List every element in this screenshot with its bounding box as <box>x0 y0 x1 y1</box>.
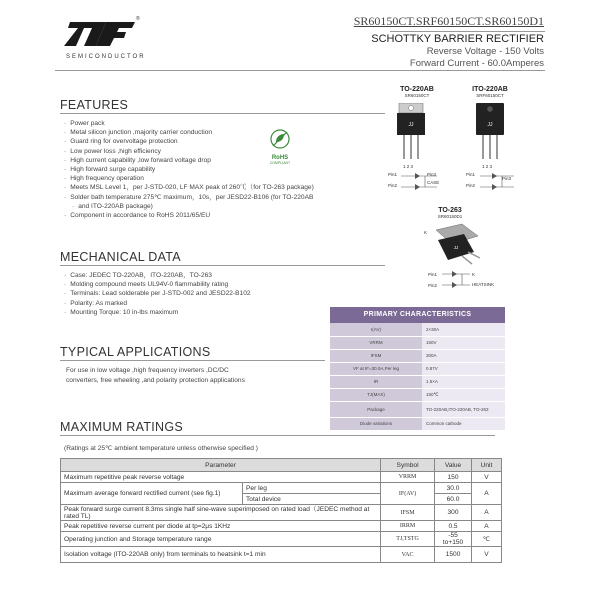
list-item: · Molding compound meets UL94V-0 flammability rating <box>64 280 364 289</box>
table-cell: Isolation voltage (ITO-220AB only) from terminals to heatsink t=1 min <box>61 547 381 563</box>
mechanical-heading: MECHANICAL DATA <box>60 250 181 264</box>
rohs-badge <box>265 128 295 172</box>
mechanical-divider <box>60 265 385 266</box>
list-item: · Component in accordance to RoHS 2011/65/EU <box>64 211 364 220</box>
table-cell: 150V <box>422 336 505 349</box>
ito220ab-drawing <box>474 103 506 163</box>
applications-text <box>66 366 326 386</box>
features-heading: FEATURES <box>60 98 129 112</box>
table-cell: Common cathode <box>422 417 505 430</box>
table-cell: -55 to+150 <box>435 532 472 547</box>
column-header: Value <box>435 459 472 472</box>
table-row <box>330 362 505 375</box>
table-cell: 0.5 <box>435 521 472 532</box>
package-to220ab <box>392 86 442 98</box>
k-label: K <box>424 230 428 235</box>
table-cell: I(AV) <box>330 323 422 336</box>
list-item: · Low power loss ,high efficiency <box>64 147 364 156</box>
list-item: · Terminals: Lead solderable per J-STD-002 and JESD22-B102 <box>64 289 364 298</box>
table-header-row <box>61 459 502 472</box>
table-row <box>61 521 502 532</box>
list-item: · High forward surge capability <box>64 165 364 174</box>
table-cell: A <box>472 505 502 521</box>
table-row <box>61 483 502 494</box>
ratings-note: (Ratings at 25℃ ambient temperature unless otherwise specified ) <box>64 445 258 452</box>
device-title: SCHOTTKY BARRIER RECTIFIER <box>371 33 544 45</box>
table-cell: Operating junction and Storage temperature range <box>61 532 381 547</box>
table-cell: Total device <box>243 494 381 505</box>
table-cell: ℃ <box>472 532 502 547</box>
applications-heading: TYPICAL APPLICATIONS <box>60 345 211 359</box>
table-cell: 150 <box>435 472 472 483</box>
table-cell: Maximum average forward rectified current (see fig.1) <box>61 483 243 505</box>
table-row <box>61 472 502 483</box>
pin-numbers: 1 2 3 <box>403 164 414 169</box>
package-name: TO-220AB <box>400 86 434 93</box>
table-cell: IR <box>330 375 422 388</box>
list-item: · Polarity: As marked <box>64 299 364 308</box>
table-cell: 60.0 <box>435 494 472 505</box>
package-part: SR60150CT <box>404 93 430 98</box>
table-cell: VAC <box>381 547 435 563</box>
pin1-label: Pin1 <box>428 272 438 277</box>
table-cell: IFSM <box>381 505 435 521</box>
pin2-label: Pin2 <box>388 183 398 188</box>
ito220ab-schematic <box>474 171 522 193</box>
table-cell: Per leg <box>243 483 381 494</box>
svg-text:®: ® <box>136 16 140 22</box>
part-numbers: SR60150CT.SRF60150CT.SR60150D1 <box>353 14 544 28</box>
list-item: · Power pack <box>64 119 364 128</box>
table-row <box>330 375 505 388</box>
rohs-sub: COMPLIANT <box>269 161 291 165</box>
pin3-label: Pin3 <box>427 172 437 177</box>
table-row <box>330 323 505 336</box>
table-cell: 150℃ <box>422 388 505 401</box>
table-cell: V <box>472 472 502 483</box>
pin1-label: Pin1 <box>466 172 476 177</box>
table-cell: 1.5×A <box>422 375 505 388</box>
table-cell: Package <box>330 401 422 417</box>
list-item: · Metal silicon junction ,majority carrier conduction <box>64 128 364 137</box>
svg-text:JJ: JJ <box>453 245 459 250</box>
primary-characteristics-table <box>330 323 505 431</box>
header-divider <box>55 70 545 71</box>
list-item: · High frequency operation <box>64 174 364 183</box>
list-item: · Case: JEDEC TO-220AB，ITO-220AB，TO-263 <box>64 271 364 280</box>
title-divider <box>390 31 545 32</box>
pin-numbers: 1 2 3 <box>482 164 493 169</box>
package-name: ITO-220AB <box>472 86 508 93</box>
table-cell: V <box>472 547 502 563</box>
table-cell: TO-220AB,ITO-220AB, TO-263 <box>422 401 505 417</box>
column-header: Unit <box>472 459 502 472</box>
maximum-ratings-table <box>60 458 502 563</box>
to220ab-drawing <box>395 103 427 163</box>
rohs-label: RoHS <box>271 155 289 161</box>
list-item: · Mounting Torque: 10 in-lbs maximum <box>64 308 364 317</box>
package-name: TO-263 <box>438 207 462 214</box>
table-cell: IRRM <box>381 521 435 532</box>
list-item: · and ITO-220AB package) <box>64 202 364 211</box>
pin2-label: Pin2 <box>428 283 438 288</box>
primary-characteristics-heading: PRIMARY CHARACTERISTICS <box>330 307 505 323</box>
package-ito220ab <box>466 86 514 98</box>
table-cell: TJ,TSTG <box>381 532 435 547</box>
mechanical-list <box>64 271 364 317</box>
applications-line: For use in low voltage ,high frequency inverters ,DC/DC <box>66 367 229 374</box>
package-part: SR60150D1 <box>437 214 463 219</box>
column-header: Symbol <box>381 459 435 472</box>
package-part: SRF60150CT <box>476 93 504 98</box>
table-cell: 30.0 <box>435 483 472 494</box>
package-to263 <box>430 207 470 219</box>
table-cell: VF at IF=30.0A,Per leg <box>330 362 422 375</box>
pin1-label: Pin1 <box>388 172 398 177</box>
table-row <box>61 532 502 547</box>
column-header: Parameter <box>61 459 381 472</box>
table-cell: 1500 <box>435 547 472 563</box>
table-cell: Peak forward surge current 8.3ms single half sine-wave superimposed on rated load（JEDEC method at rated TL) <box>61 505 381 521</box>
list-item: · Meets MSL Level 1，per J-STD-020, LF MAX peak of 260℃（for TO-263 package) <box>64 183 364 192</box>
table-cell: 0.87V <box>422 362 505 375</box>
table-row <box>330 388 505 401</box>
table-row <box>330 401 505 417</box>
list-item: · Guard ring for overvoltage protection <box>64 137 364 146</box>
table-cell: Peak repetitive reverse current per diode at tp=2μs 1KHz <box>61 521 381 532</box>
k-label: K <box>472 272 476 277</box>
to263-drawing <box>428 222 488 268</box>
table-cell: 2×30A <box>422 323 505 336</box>
features-list <box>64 119 364 220</box>
ratings-heading: MAXIMUM RATINGS <box>60 420 184 434</box>
ratings-divider <box>60 435 495 436</box>
forward-current: Forward Current - 60.0Amperes <box>409 58 544 69</box>
reverse-voltage: Reverse Voltage - 150 Volts <box>426 46 544 57</box>
table-cell: Maximum repetitive peak reverse voltage <box>61 472 381 483</box>
table-cell: A <box>472 521 502 532</box>
logo-subtitle: SEMICONDUCTOR <box>66 54 146 60</box>
table-cell: TJ(MAX) <box>330 388 422 401</box>
table-cell: VRRM <box>330 336 422 349</box>
case-label: CASE <box>427 180 440 185</box>
table-cell: IF(AV) <box>381 483 435 505</box>
table-row <box>330 336 505 349</box>
rohs-leaf-icon <box>269 128 291 150</box>
list-item: · Solder bath temperature 275℃ maximum，10s，per JESD22-B106 (for TO-220AB <box>64 193 364 202</box>
list-item: · High current capability ,low forward voltage drop <box>64 156 364 165</box>
applications-divider <box>60 360 325 361</box>
svg-text:JJ: JJ <box>487 122 493 128</box>
heatsink-label: HEATSINK <box>472 282 495 287</box>
table-cell: Diode variations <box>330 417 422 430</box>
table-cell: 300A <box>422 349 505 362</box>
table-row <box>61 547 502 563</box>
table-row <box>330 349 505 362</box>
table-cell: VRRM <box>381 472 435 483</box>
svg-text:JJ: JJ <box>408 122 414 128</box>
table-cell: IFSM <box>330 349 422 362</box>
pin2-label: Pin2 <box>466 183 476 188</box>
table-row <box>330 417 505 430</box>
pin3-label: Pin3 <box>502 176 512 181</box>
features-divider <box>60 113 385 114</box>
applications-line: converters, free wheeling ,and polarity protection applications <box>66 377 245 384</box>
table-cell: A <box>472 483 502 505</box>
table-row <box>61 505 502 521</box>
to263-schematic <box>440 270 484 290</box>
table-cell: 300 <box>435 505 472 521</box>
